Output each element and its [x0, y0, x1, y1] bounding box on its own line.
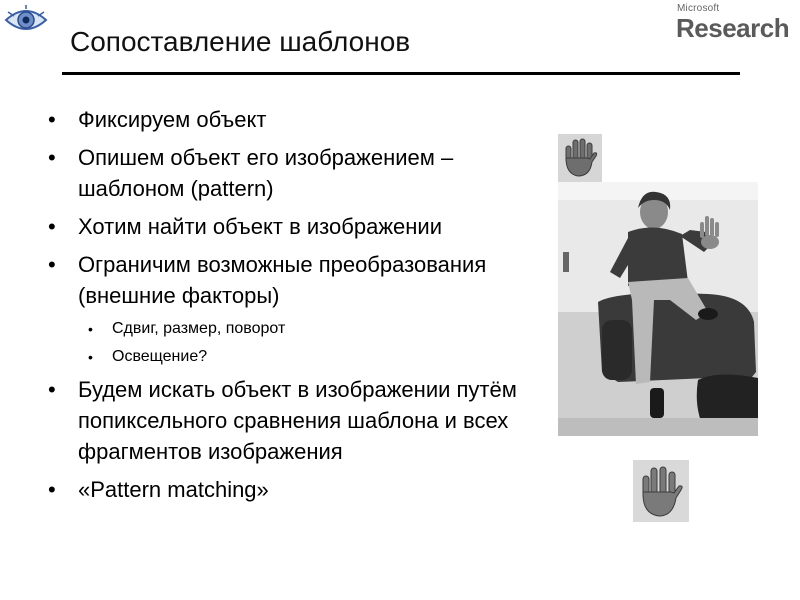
bullet-item: • Фиксируем объект [48, 104, 548, 135]
brand-big-text: Research [676, 13, 790, 43]
bullet-item: • Будем искать объект в изображении путём попиксельного сравнения шаблона и всех фрагментов изображения [48, 374, 548, 467]
sub-bullet-item: • Сдвиг, размер, поворот [48, 318, 548, 340]
bullet-item: • Хотим найти объект в изображении [48, 211, 548, 242]
bullet-item: • «Pattern matching» [48, 474, 548, 505]
bullet-item: • Ограничим возможные преобразования (внешние факторы) [48, 249, 548, 311]
title-underline [62, 72, 740, 75]
slide-title: Сопоставление шаблонов [70, 26, 411, 57]
hand-crop-image [633, 460, 689, 522]
sub-bullet-item: • Освещение? [48, 346, 548, 368]
eye-logo-icon [4, 4, 48, 36]
brand-small-text: Microsoft [677, 3, 720, 14]
hand-template-image [558, 134, 602, 182]
bullet-item: • Опишем объект его изображением – шаблоном (pattern) [48, 142, 548, 204]
bullet-list [48, 104, 548, 512]
person-photo [558, 182, 758, 436]
microsoft-research-logo [676, 4, 789, 42]
